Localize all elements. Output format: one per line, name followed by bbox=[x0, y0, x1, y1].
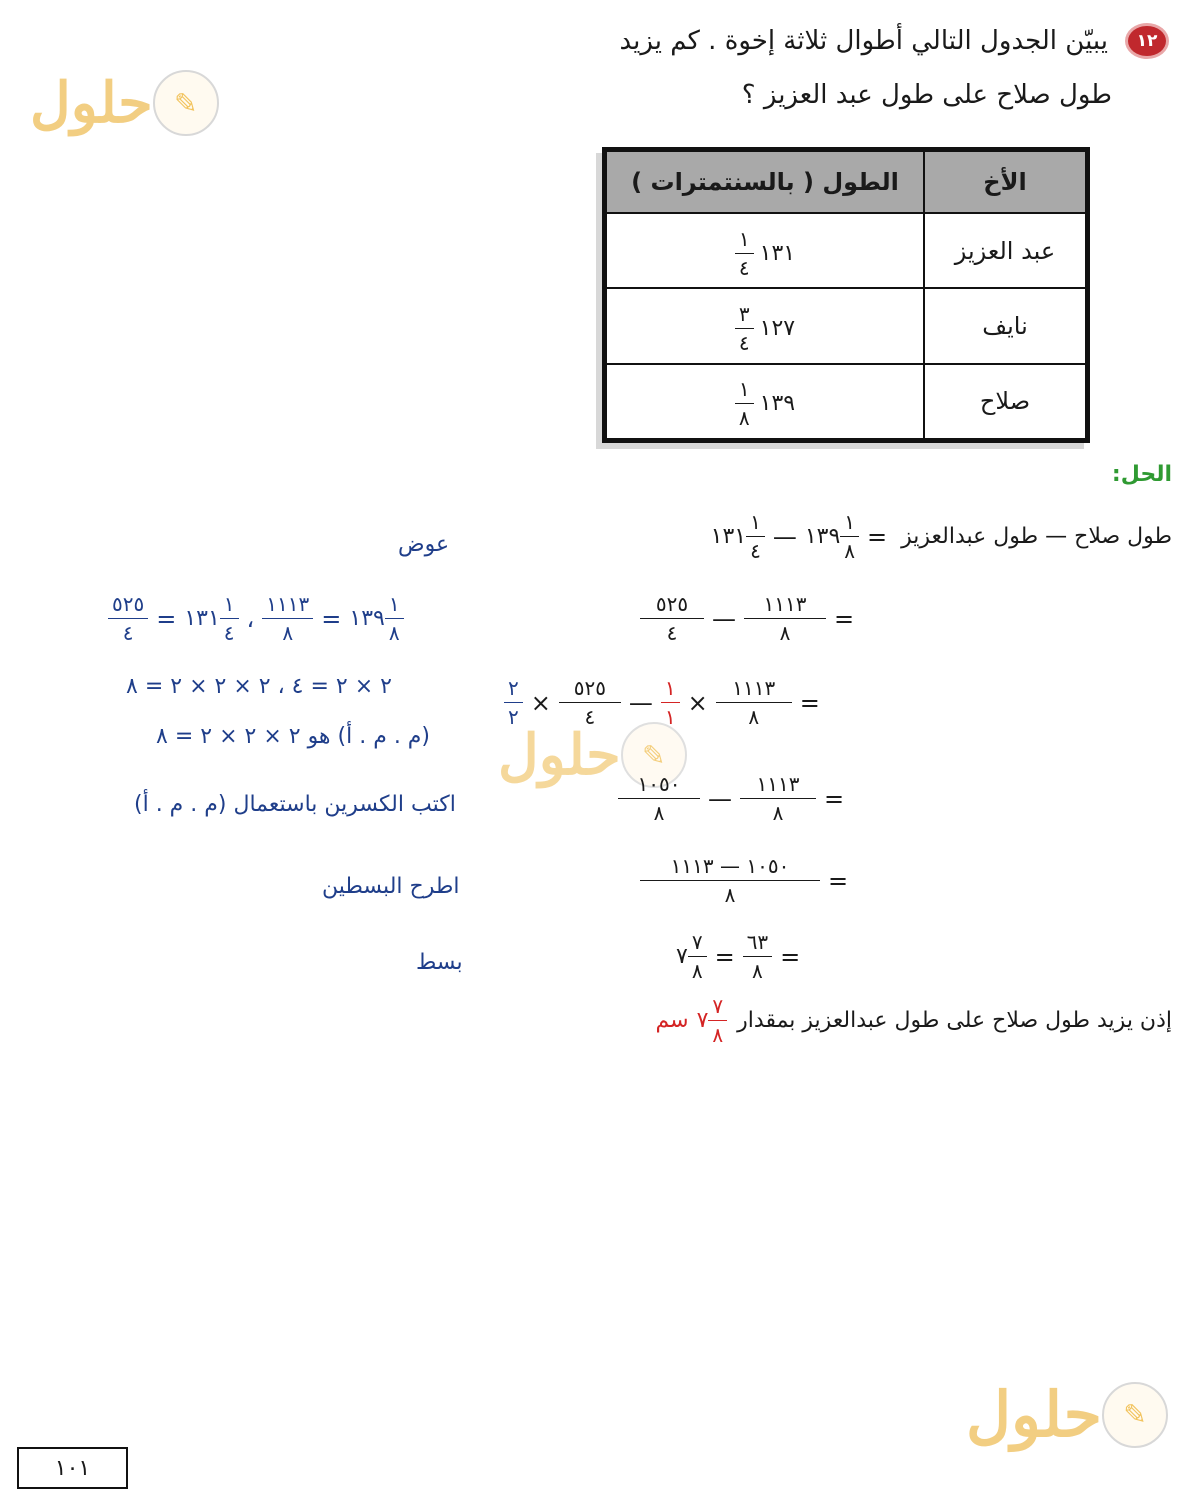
row-length: $\frac{٣}{٤}$ ١٢٧ bbox=[606, 288, 924, 363]
step-6: ٧ $\frac{٧}{٨}$ = $\frac{٦٣}{٨}$ = bbox=[676, 930, 801, 983]
table-header-row bbox=[606, 151, 1086, 213]
book-icon: ✎ bbox=[621, 722, 687, 788]
solution-heading: الحل: bbox=[1111, 462, 1172, 487]
row-name: عبد العزيز bbox=[924, 213, 1086, 288]
side-note-factors: ٢ × ٢ = ٤ ، ٢ × ٢ × ٢ = ٨ bbox=[126, 674, 392, 699]
row-name: نايف bbox=[924, 288, 1086, 363]
watermark-text: حلول bbox=[498, 722, 621, 788]
label-subtract-numerators: اطرح البسطين bbox=[322, 874, 460, 899]
watermark-text: حلول bbox=[30, 70, 153, 136]
side-note-lcd: (م . م . أ) هو ٢ × ٢ × ٢ = ٨ bbox=[156, 724, 431, 749]
header-brother: الأخ bbox=[924, 151, 1086, 213]
row-name: صلاح bbox=[924, 364, 1086, 439]
label-simplify: بسط bbox=[416, 950, 463, 975]
table-row bbox=[606, 288, 1086, 363]
page-number: ١٠١ bbox=[17, 1447, 128, 1489]
row-length: $\frac{١}{٨}$ ١٣٩ bbox=[606, 364, 924, 439]
side-note-mixed-to-improper: $\frac{٥٢٥}{٤}$ = ١٣١ $\frac{١}{٤}$ ، $\frac{١١١٣}{٨}$ = ١٣٩ $\frac{١}{٨}$ bbox=[108, 594, 404, 643]
watermark-text: حلول bbox=[966, 1378, 1102, 1451]
step-4: $\frac{١٠٥٠}{٨}$ — $\frac{١١١٣}{٨}$ = bbox=[618, 774, 852, 823]
row-length: $\frac{١}{٤}$ ١٣١ bbox=[606, 213, 924, 288]
book-icon: ✎ bbox=[153, 70, 219, 136]
book-icon: ✎ bbox=[1102, 1382, 1168, 1448]
heights-table bbox=[602, 147, 1090, 443]
question-number-badge: ١٢ bbox=[1128, 26, 1166, 56]
conclusion bbox=[656, 996, 1172, 1045]
table-row bbox=[606, 364, 1086, 439]
watermark-logo-bottom bbox=[960, 1378, 1168, 1451]
watermark-logo-top bbox=[24, 70, 219, 136]
step-5: $\frac{١٠٥٠ — ١١١٣}{٨}$ = bbox=[640, 856, 856, 905]
conclusion-text: إذن يزيد طول صلاح على طول عبدالعزيز بمقدار bbox=[737, 1008, 1172, 1033]
label-substitute: عوض bbox=[398, 532, 450, 557]
conclusion-value: سم ٧ $\frac{٧}{٨}$ bbox=[656, 996, 728, 1045]
header-length: الطول ( بالسنتمترات ) bbox=[606, 151, 924, 213]
question-line-2: طول صلاح على طول عبد العزيز ؟ bbox=[741, 80, 1112, 110]
step-2: $\frac{٥٢٥}{٤}$ — $\frac{١١١٣}{٨}$ = bbox=[640, 594, 862, 643]
step-1-text: طول صلاح — طول عبدالعزيز bbox=[901, 524, 1172, 549]
question-line-1: يبيّن الجدول التالي أطوال ثلاثة إخوة . كم يزيد bbox=[619, 26, 1108, 56]
table-row bbox=[606, 213, 1086, 288]
label-write-lcd: اكتب الكسرين باستعمال (م . م . أ) bbox=[134, 792, 456, 817]
step-1: ١٣١ $\frac{١}{٤}$ — ١٣٩ $\frac{١}{٨}$ = طول صلاح — طول عبدالعزيز bbox=[710, 510, 1172, 563]
step-3: $\frac{٢}{٢}$ × $\frac{٥٢٥}{٤}$ — $\frac{١}{١}$ × $\frac{١١١٣}{٨}$ = bbox=[504, 678, 828, 727]
